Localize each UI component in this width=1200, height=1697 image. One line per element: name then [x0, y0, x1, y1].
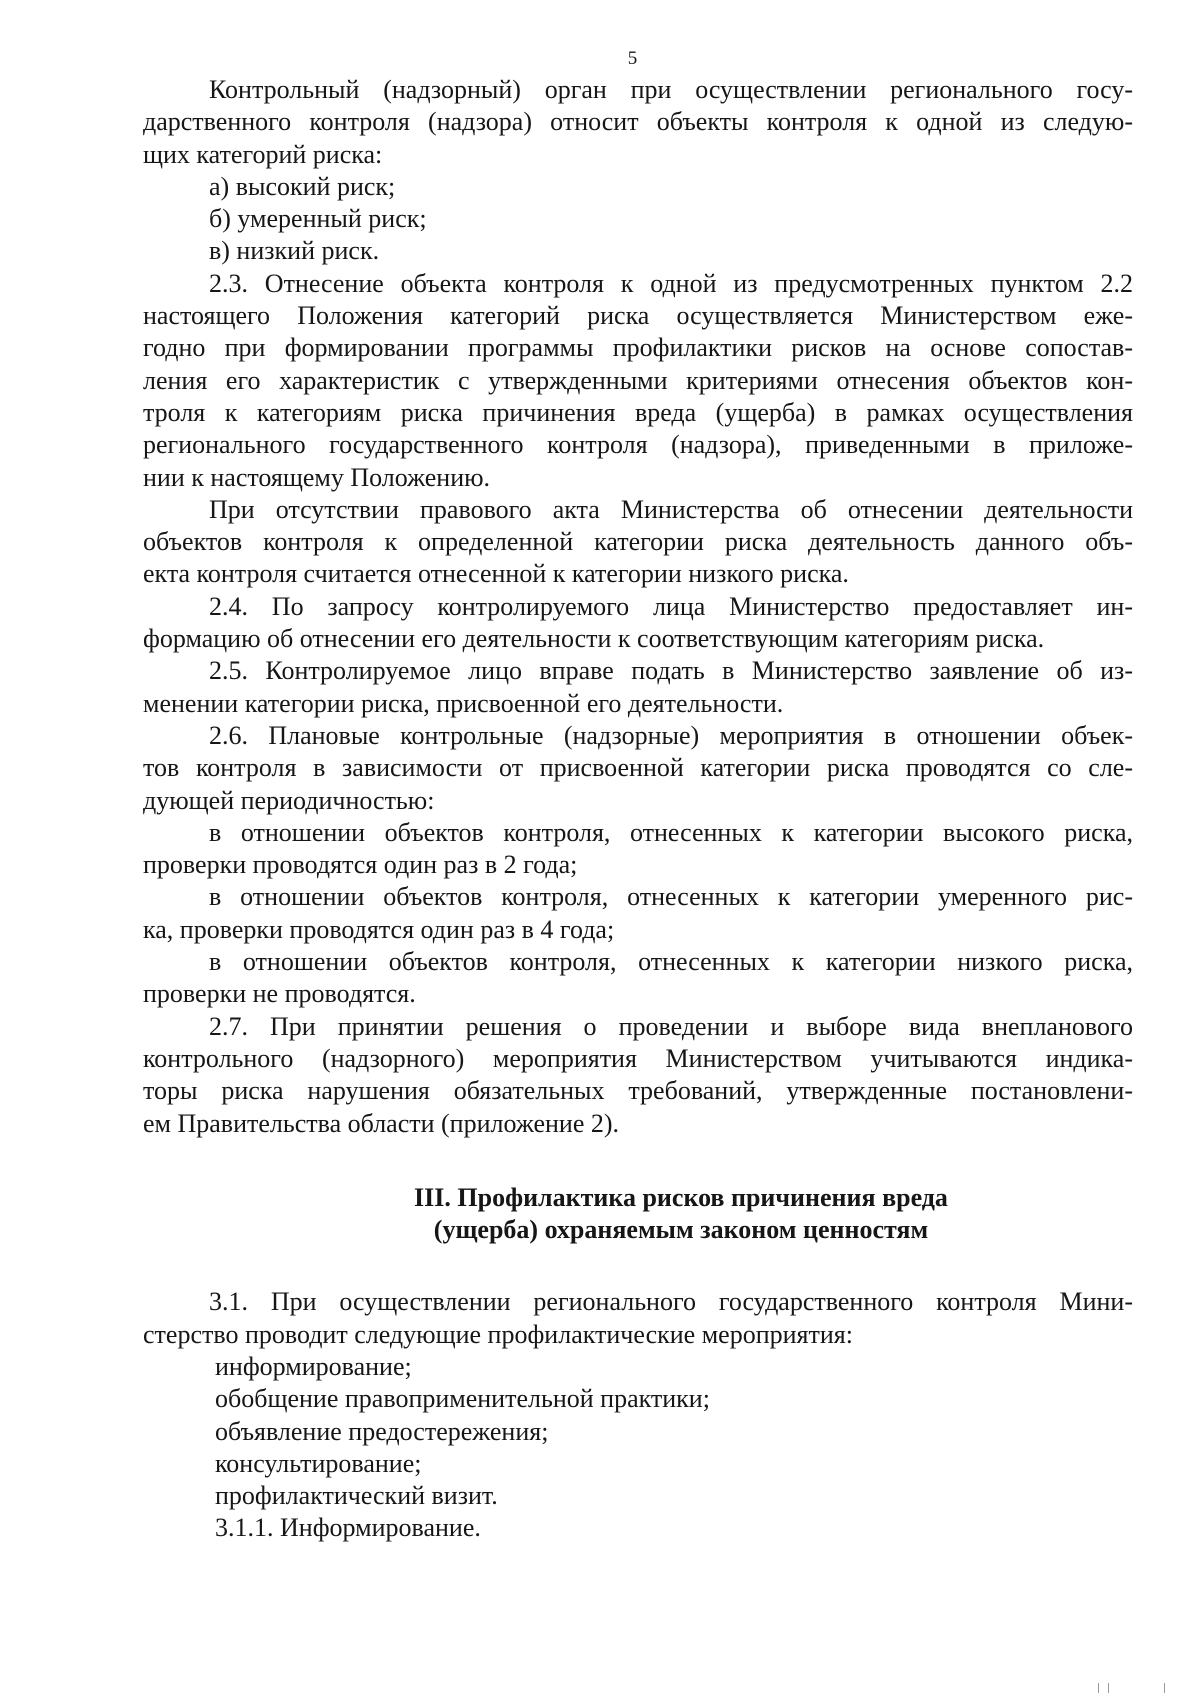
text-line: нии к настоящему Положению. [143, 462, 491, 492]
scan-edge-mark [1098, 1683, 1099, 1693]
paragraph-moderate-risk [143, 881, 1133, 946]
scan-edge-mark [1108, 1683, 1109, 1693]
paragraph-3-1 [143, 1286, 1133, 1351]
list-item: профилактический визит. [215, 1481, 498, 1511]
paragraph-2-4 [143, 591, 1133, 656]
text-line: 2.3. Отнесение объекта контроля к одной из предусмотренных пунктом 2.2 [209, 268, 1133, 298]
text-line: в отношении объектов контроля, отнесенных к категории высокого риска, [209, 817, 1133, 847]
text-line: 2.6. Плановые контрольные (надзорные) мероприятия в отношении объек- [209, 720, 1133, 750]
text-line: проверки проводятся один раз в 2 года; [143, 850, 578, 880]
paragraph-low-risk [143, 946, 1133, 1011]
text-line: менении категории риска, присвоенной его деятельности. [143, 688, 784, 718]
text-line: щих категорий риска: [143, 139, 383, 169]
list-item: а) высокий риск; [209, 171, 396, 201]
text-line: настоящего Положения категорий риска осуществляется Министерством еже- [143, 301, 1133, 331]
text-line: екта контроля считается отнесенной к категории низкого риска. [143, 559, 849, 589]
text-line: стерство проводит следующие профилактические мероприятия: [143, 1319, 853, 1349]
text-line: ем Правительства области (приложение 2). [143, 1108, 620, 1138]
document-body [143, 74, 1133, 1545]
text-line: троля к категориям риска причинения вреда (ущерба) в рамках осуществления [143, 397, 1133, 427]
paragraph-risk-categories [143, 74, 1133, 171]
text-line: объектов контроля к определенной категории риска деятельность данного объ- [143, 527, 1133, 557]
subsection-heading: 3.1.1. Информирование. [215, 1513, 481, 1543]
paragraph-2-5 [143, 655, 1133, 720]
text-line: годно при формировании программы профилактики рисков на основе сопостав- [143, 333, 1133, 363]
section-heading-line: (ущерба) охраняемым законом ценностям [433, 1215, 929, 1245]
list-item: в) низкий риск. [209, 236, 380, 266]
text-line: 2.7. При принятии решения о проведении и выборе вида внепланового [209, 1011, 1133, 1041]
section-heading [143, 1182, 1133, 1247]
text-line: проверки не проводятся. [143, 979, 416, 1009]
text-line: формацию об отнесении его деятельности к соответствующим категориям риска. [143, 624, 1045, 654]
text-line: дарственного контроля (надзора) относит объекты контроля к одной из следую- [143, 107, 1133, 137]
paragraph-high-risk [143, 817, 1133, 882]
list-item: обобщение правоприменительной практики; [215, 1384, 710, 1414]
page-number: 5 [627, 48, 638, 69]
text-line: ления его характеристик с утвержденными критериями отнесения объектов кон- [143, 365, 1133, 395]
paragraph-2-6 [143, 720, 1133, 817]
text-line: контрольного (надзорного) мероприятия Министерством учитываются индика- [143, 1043, 1133, 1073]
text-line: 2.5. Контролируемое лицо вправе подать в Министерство заявление об из- [209, 656, 1133, 686]
paragraph-absence-of-act [143, 494, 1133, 591]
paragraph-2-7 [143, 1011, 1133, 1140]
text-line: ка, проверки проводятся один раз в 4 года; [143, 914, 615, 944]
list-item: информирование; [215, 1351, 412, 1381]
section-heading-line: III. Профилактика рисков причинения вреда [414, 1182, 948, 1212]
text-line: тов контроля в зависимости от присвоенной категории риска проводятся со сле- [143, 753, 1133, 783]
list-item: объявление предостережения; [215, 1416, 549, 1446]
prevention-measures-list [143, 1351, 1133, 1512]
paragraph-2-3 [143, 268, 1133, 494]
text-line: дующей периодичностью: [143, 785, 435, 815]
text-line: 2.4. По запросу контролируемого лица Министерство предоставляет ин- [209, 591, 1133, 621]
text-line: регионального государственного контроля (надзора), приведенными в приложе- [143, 430, 1133, 460]
text-line: При отсутствии правового акта Министерства об отнесении деятельности [209, 494, 1133, 524]
text-line: в отношении объектов контроля, отнесенных к категории низкого риска, [209, 947, 1133, 977]
text-line: в отношении объектов контроля, отнесенных к категории умеренного рис- [209, 882, 1133, 912]
text-line: 3.1. При осуществлении регионального государственного контроля Мини- [209, 1287, 1133, 1317]
risk-list [143, 171, 1133, 268]
text-line: торы риска нарушения обязательных требований, утвержденные постановлени- [143, 1076, 1133, 1106]
list-item: б) умеренный риск; [209, 204, 427, 234]
list-item: консультирование; [215, 1448, 422, 1478]
text-line: Контрольный (надзорный) орган при осуществлении регионального госу- [209, 75, 1133, 104]
scan-edge-mark [1164, 1683, 1165, 1693]
